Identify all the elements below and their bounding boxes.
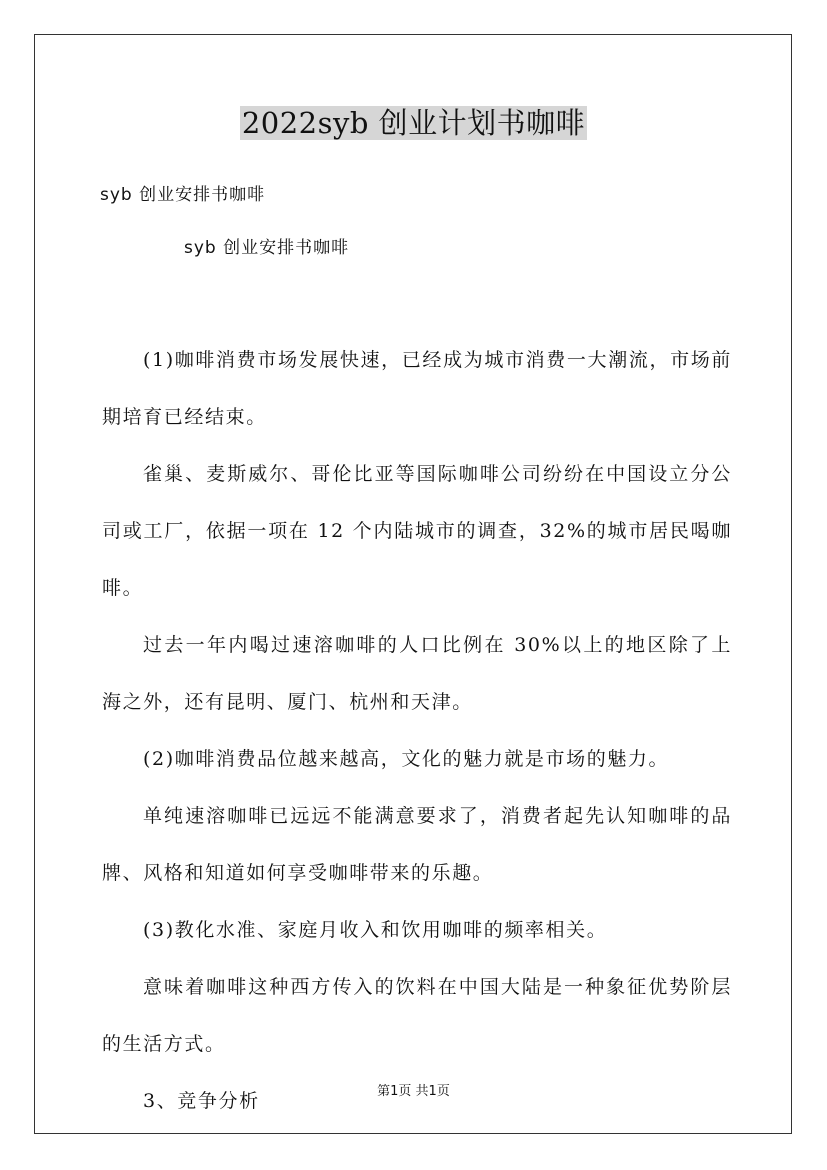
paragraph-education-income: (3)教化水准、家庭月收入和饮用咖啡的频率相关。: [143, 919, 608, 941]
document-title: [0, 103, 827, 143]
document-title-text: 2022syb 创业计划书咖啡: [241, 106, 586, 140]
paragraph-brand-awareness: 单纯速溶咖啡已远远不能满意要求了，消费者起先认知咖啡的品牌、风格和知道如何享受咖啡带来的乐趣。: [102, 805, 732, 884]
paragraph-taste-rising: (2)咖啡消费品位越来越高，文化的魅力就是市场的魅力。: [143, 748, 670, 770]
paragraph-market-growth: (1)咖啡消费市场发展快速，已经成为城市消费一大潮流，市场前期培育已经结束。: [102, 349, 732, 428]
subtitle-second: syb 创业安排书咖啡: [184, 238, 350, 258]
paragraph-international-companies: 雀巢、麦斯威尔、哥伦比亚等国际咖啡公司纷纷在中国设立分公司或工厂，依据一项在 12 个内陆城市的调查，32%的城市居民喝咖啡。: [102, 463, 732, 599]
subtitle-first: syb 创业安排书咖啡: [100, 185, 266, 205]
paragraph-lifestyle-symbol: 意味着咖啡这种西方传入的饮料在中国大陆是一种象征优势阶层的生活方式。: [102, 976, 732, 1055]
page-footer: 第1页 共1页: [377, 1084, 450, 1099]
document-body: [102, 332, 732, 1130]
paragraph-instant-coffee-regions: 过去一年内喝过速溶咖啡的人口比例在 30%以上的地区除了上海之外，还有昆明、厦门、杭州和天津。: [102, 634, 732, 713]
section-heading-competition: 3、竞争分析: [143, 1090, 260, 1112]
